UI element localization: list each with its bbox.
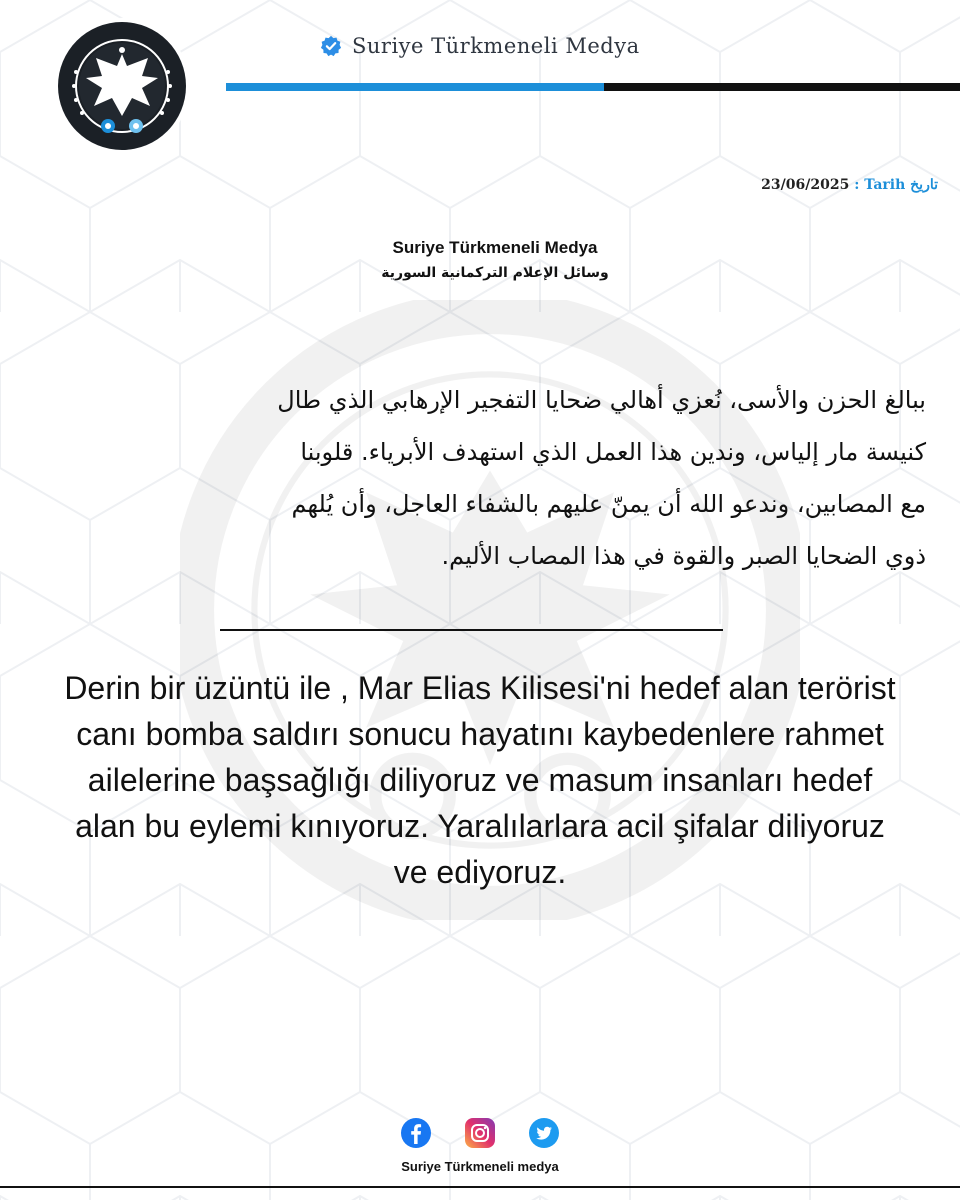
twitter-icon[interactable] [528,1117,560,1149]
section-divider [220,629,723,631]
arabic-line: مع المصابين، وندعو الله أن يمنّ عليهم بالشفاء العاجل، وأن يُلهم [291,490,926,518]
arabic-statement [36,374,926,582]
header-rule [226,83,960,91]
arabic-line: ببالغ الحزن والأسى، نُعزي أهالي ضحايا التفجير الإرهابي الذي طال [277,386,926,414]
arabic-line: ذوي الضحايا الصبر والقوة في هذا المصاب الأليم. [441,542,926,570]
brand-header [320,30,640,62]
verified-badge-icon [320,35,342,57]
date-separator: : [854,177,860,193]
brand-name: Suriye Türkmeneli Medya [352,34,640,58]
date-label: Tarih تاريخ [864,177,938,193]
org-name-arabic: وسائل الإعلام التركمانية السورية [381,265,609,281]
facebook-icon[interactable] [400,1117,432,1149]
org-block [0,238,960,281]
turkish-line: ailelerine başsağlığı diliyoruz ve masum insanları hedef [87,762,873,798]
date-value: 23/06/2025 [761,177,850,193]
arabic-line: كنيسة مار إلياس، وندين هذا العمل الذي استهدف الأبرياء. قلوبنا [300,438,926,466]
turkish-line: canı bomba saldırı sonucu hayatını kaybedenlere rahmet [76,716,884,752]
header-rule-black [604,83,960,91]
turkish-statement [20,665,940,895]
eagle-logo [52,16,192,156]
turkish-line: ve ediyoruz. [393,854,567,890]
instagram-icon[interactable] [464,1117,496,1149]
turkish-line: Derin bir üzüntü ile , Mar Elias Kilisesi'ni hedef alan terörist [64,670,896,706]
social-links [400,1117,560,1149]
org-name-turkish: Suriye Türkmeneli Medya [392,238,598,257]
turkish-line: alan bu eylemi kınıyoruz. Yaralılarlara acil şifalar diliyoruz [75,808,885,844]
bottom-rule [0,1186,960,1188]
header-rule-blue [226,83,604,91]
date-line [761,177,938,193]
footer-name: Suriye Türkmeneli medya [401,1159,559,1174]
